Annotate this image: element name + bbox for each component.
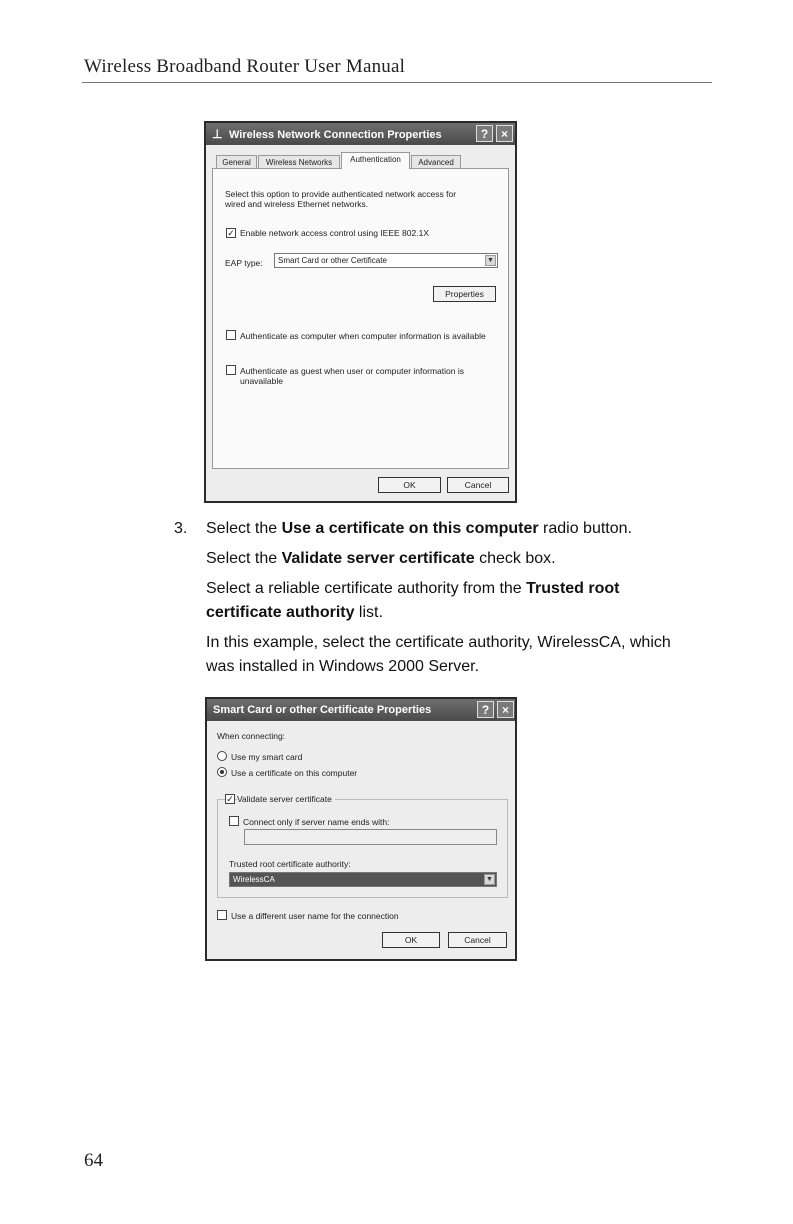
description-line-2: wired and wireless Ethernet networks. <box>225 199 369 209</box>
different-user-label: Use a different user name for the connection <box>231 911 399 921</box>
eap-type-value: Smart Card or other Certificate <box>278 256 387 265</box>
use-certificate-radio[interactable] <box>217 767 227 777</box>
tab-authentication[interactable]: Authentication <box>341 152 410 169</box>
dialog-title: Wireless Network Connection Properties <box>229 129 442 141</box>
eap-type-select[interactable] <box>274 253 498 268</box>
smart-card-properties-dialog <box>205 697 517 961</box>
auth-as-computer-checkbox[interactable] <box>226 330 236 340</box>
auth-as-guest-checkbox[interactable] <box>226 365 236 375</box>
server-name-input[interactable] <box>244 829 497 845</box>
cancel-button[interactable]: Cancel <box>448 932 507 948</box>
trusted-root-label: Trusted root certificate authority: <box>229 859 351 869</box>
tab-general[interactable]: General <box>216 155 257 169</box>
use-certificate-label: Use a certificate on this computer <box>231 768 358 778</box>
connect-only-checkbox[interactable] <box>229 816 239 826</box>
tab-wireless-networks[interactable]: Wireless Networks <box>258 155 340 169</box>
auth-as-guest-label-1: Authenticate as guest when user or computer information is <box>240 366 464 376</box>
page-header-title: Wireless Broadband Router User Manual <box>84 56 406 77</box>
trusted-root-option-name: Trusted root certificate authority <box>206 580 620 621</box>
chevron-down-icon[interactable]: ▼ <box>485 255 496 266</box>
network-icon: ⊥ <box>212 127 223 141</box>
properties-button[interactable]: Properties <box>433 286 496 302</box>
validate-server-label: Validate server certificate <box>237 794 335 804</box>
description-line-1: Select this option to provide authenticated network access for <box>225 189 457 199</box>
ok-button[interactable]: OK <box>378 477 441 493</box>
authentication-panel <box>212 168 509 469</box>
step-line-4: In this example, select the certificate authority, WirelessCA, which was installed in Windows 2000 Server. <box>206 634 671 675</box>
use-smart-card-radio[interactable] <box>217 751 227 761</box>
cancel-button[interactable]: Cancel <box>447 477 509 493</box>
dialog-title: Smart Card or other Certificate Properties <box>213 704 432 716</box>
auth-as-guest-label-2: unavailable <box>240 376 284 386</box>
wireless-properties-dialog <box>204 121 517 503</box>
dialog-titlebar <box>207 699 515 721</box>
step-line-2: Select the Validate server certificate check box. <box>206 550 556 567</box>
different-user-checkbox[interactable] <box>217 910 227 920</box>
validate-option-name: Validate server certificate <box>281 550 475 567</box>
enable-8021x-checkbox[interactable]: ✓ <box>227 228 235 238</box>
trusted-root-select[interactable] <box>229 872 497 887</box>
help-button[interactable]: ? <box>477 701 494 718</box>
step-line-3: Select a reliable certificate authority from the Trusted root certificate authority list. <box>206 580 620 621</box>
help-button[interactable]: ? <box>476 125 493 142</box>
validate-server-checkbox[interactable]: ✓ <box>226 794 234 804</box>
trusted-root-value: WirelessCA <box>233 875 275 884</box>
when-connecting-label: When connecting: <box>217 731 286 741</box>
header-rule <box>82 82 712 83</box>
connect-only-label: Connect only if server name ends with: <box>243 817 390 827</box>
close-button[interactable]: × <box>496 125 513 142</box>
page-number: 64 <box>84 1150 103 1171</box>
ok-button[interactable]: OK <box>382 932 440 948</box>
auth-as-computer-label: Authenticate as computer when computer information is available <box>240 331 486 341</box>
tab-advanced[interactable]: Advanced <box>411 155 461 169</box>
enable-8021x-label: Enable network access control using IEEE 802.1X <box>240 228 429 238</box>
eap-type-label: EAP type: <box>225 258 263 268</box>
use-smart-card-label: Use my smart card <box>231 752 303 762</box>
close-button[interactable]: × <box>497 701 514 718</box>
use-certificate-option-name: Use a certificate on this computer <box>281 520 539 537</box>
dialog-titlebar <box>206 123 515 145</box>
step-line-1: Select the Use a certificate on this computer radio button. <box>206 520 632 537</box>
step-number: 3. <box>174 520 188 537</box>
chevron-down-icon[interactable]: ▼ <box>484 874 495 885</box>
